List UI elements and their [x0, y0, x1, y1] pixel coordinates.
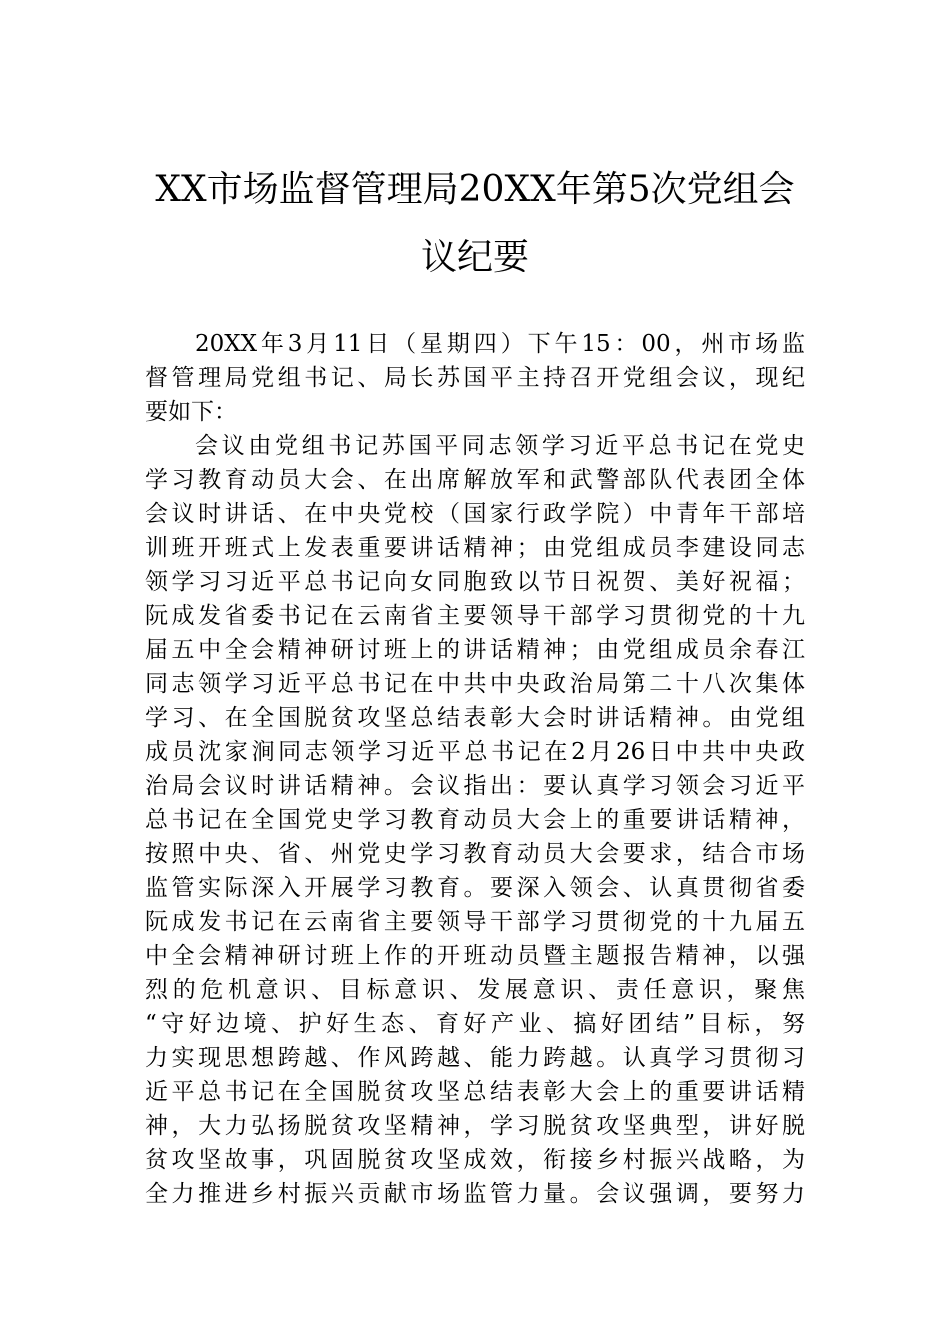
document-title-line-2: 议纪要 [420, 237, 529, 278]
body-line: 训班开班式上发表重要讲话精神；由党组成员李建设同志 [145, 535, 805, 561]
body-line: 中全会精神研讨班上作的开班动员暨主题报告精神，以强 [145, 943, 805, 969]
body-line: 20XX年3月11日（星期四）下午15：00，州市场监 [195, 331, 805, 357]
body-line: 贫攻坚故事，巩固脱贫攻坚成效，衔接乡村振兴战略，为 [145, 1147, 805, 1173]
body-line: 要如下： [145, 399, 237, 425]
body-line: 届五中全会精神研讨班上的讲话精神；由党组成员余春江 [145, 637, 805, 663]
body-line: 神，大力弘扬脱贫攻坚精神，学习脱贫攻坚典型，讲好脱 [145, 1113, 805, 1139]
body-line: 全力推进乡村振兴贡献市场监管力量。会议强调，要努力 [145, 1181, 805, 1207]
body-line: 烈的危机意识、目标意识、发展意识、责任意识，聚焦 [145, 977, 805, 1003]
body-line: 总书记在全国党史学习教育动员大会上的重要讲话精神， [145, 807, 805, 833]
body-line: 阮成发书记在云南省主要领导干部学习贯彻党的十九届五 [145, 909, 805, 935]
body-line: 督管理局党组书记、局长苏国平主持召开党组会议，现纪 [145, 365, 805, 391]
document-title-line-1: XX市场监督管理局20XX年第5次党组会 [155, 169, 795, 210]
body-line: 会议由党组书记苏国平同志领学习近平总书记在党史 [195, 433, 805, 459]
body-line: 会议时讲话、在中央党校（国家行政学院）中青年干部培 [145, 501, 805, 527]
body-line: “守好边境、护好生态、育好产业、搞好团结”目标，努 [145, 1011, 805, 1037]
body-line: 治局会议时讲话精神。会议指出：要认真学习领会习近平 [145, 773, 805, 799]
body-line: 成员沈家涧同志领学习近平总书记在2月26日中共中央政 [145, 739, 805, 765]
body-line: 领学习习近平总书记向女同胞致以节日祝贺、美好祝福； [145, 569, 805, 595]
body-line: 阮成发省委书记在云南省主要领导干部学习贯彻党的十九 [145, 603, 805, 629]
body-line: 近平总书记在全国脱贫攻坚总结表彰大会上的重要讲话精 [145, 1079, 805, 1105]
body-line: 监管实际深入开展学习教育。要深入领会、认真贯彻省委 [145, 875, 805, 901]
body-line: 按照中央、省、州党史学习教育动员大会要求，结合市场 [145, 841, 805, 867]
body-line: 力实现思想跨越、作风跨越、能力跨越。认真学习贯彻习 [145, 1045, 805, 1071]
body-line: 学习教育动员大会、在出席解放军和武警部队代表团全体 [145, 467, 805, 493]
body-line: 学习、在全国脱贫攻坚总结表彰大会时讲话精神。由党组 [145, 705, 805, 731]
body-line: 同志领学习近平总书记在中共中央政治局第二十八次集体 [145, 671, 805, 697]
